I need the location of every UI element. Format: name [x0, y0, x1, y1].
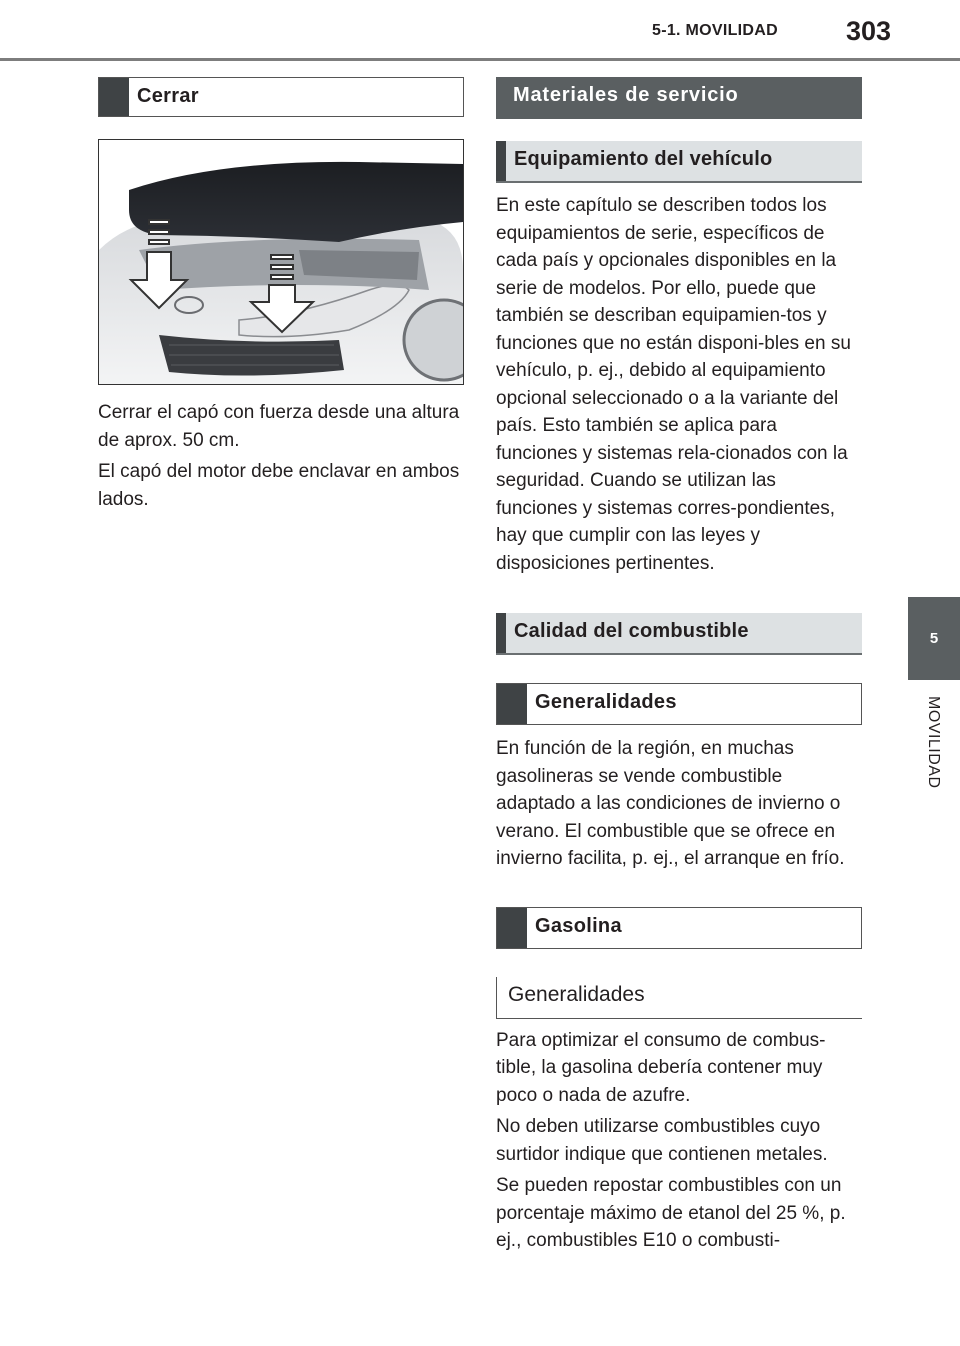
- heading-bar: [496, 141, 506, 181]
- hood-figure: [98, 139, 464, 385]
- chapter-label: MOVILIDAD: [925, 696, 942, 789]
- header-divider: [0, 58, 960, 61]
- heading-bar: [496, 613, 506, 653]
- section-title: 5-1. MOVILIDAD: [652, 22, 778, 39]
- subsection-heading-equipamiento: [496, 141, 862, 183]
- heading-bar: [497, 684, 527, 724]
- heading-text: Equipamiento del vehículo: [514, 148, 773, 170]
- heading-text: Generalidades: [508, 982, 645, 1006]
- paragraph: El capó del motor debe enclavar en ambos lados.: [98, 461, 460, 510]
- heading-gasolina: [496, 907, 862, 949]
- paragraph: En función de la región, en muchas gasolineras se vende combustible adaptado a las condiciones de invierno o verano. El combustible que se ofrece en invierno facilita, p. ej., el arranque en frío.: [496, 738, 845, 869]
- section-heading: Materiales de servicio: [496, 77, 862, 119]
- right-column: [496, 77, 862, 1255]
- heading-text: Cerrar: [137, 85, 199, 107]
- heading-generalidades: [496, 683, 862, 725]
- left-column: [98, 77, 464, 513]
- heading-bar: [99, 78, 129, 116]
- heading-cerrar: [98, 77, 464, 117]
- paragraph: No deben utilizarse combustibles cuyo surtidor indique que contienen metales.: [496, 1116, 828, 1165]
- heading-text: Gasolina: [535, 914, 622, 937]
- heading-text: Calidad del combustible: [514, 620, 749, 642]
- paragraph: Cerrar el capó con fuerza desde una altura de aprox. 50 cm.: [98, 402, 460, 451]
- minor-heading-generalidades: [496, 977, 862, 1019]
- car-hood-illustration: [99, 140, 463, 384]
- heading-text: Generalidades: [535, 691, 677, 713]
- paragraph: Para optimizar el consumo de combus-tible, la gasolina debería contener muy poco o nada de azufre.: [496, 1029, 826, 1106]
- chapter-tab[interactable]: [908, 597, 960, 680]
- paragraph: En este capítulo se describen todos los equipamientos de serie, específicos de cada país y opcionales disponibles en la serie de modelos. Por ello, puede que también se describan equipamien-tos y funciones que no están disponi-bles en su vehículo, p. ej., debido al equipamiento opcional seleccionado o a la variante del país. Esto también se aplica para funciones y sistemas rela-cionados con la seguridad. Cuando se utilizan las funciones y sistemas corres-pondientes, hay que cumplir con las leyes y disposiciones pertinentes.: [496, 195, 851, 574]
- paragraph: Se pueden repostar combustibles con un porcentaje máximo de etanol del 25 %, p. ej., combustibles E10 o combusti-: [496, 1175, 846, 1251]
- chapter-number: 5: [929, 630, 939, 647]
- subsection-heading-calidad: [496, 613, 862, 655]
- heading-bar: [497, 908, 527, 948]
- page-number: 303: [846, 16, 892, 46]
